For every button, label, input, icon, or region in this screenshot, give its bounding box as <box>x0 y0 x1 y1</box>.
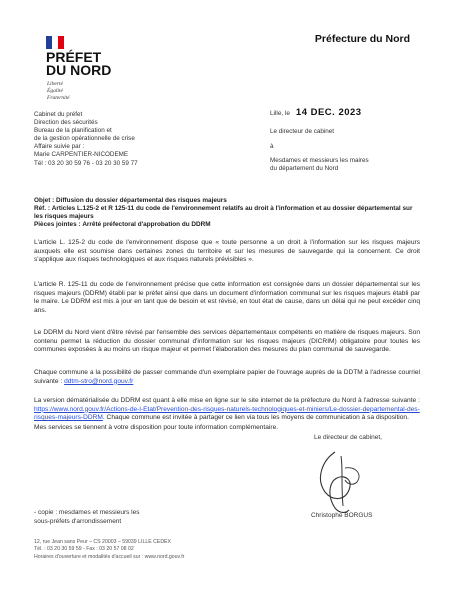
french-flag-icon <box>46 36 64 49</box>
pj-text: Arrêté préfectoral d'approbation du DDRM <box>82 221 211 228</box>
sender-block <box>34 111 138 168</box>
body-paragraph-5 <box>34 397 420 423</box>
p5-tail: . Chaque commune est invitée à partager ce lien via tous les moyens de communication à sa disposition. <box>102 414 409 422</box>
republic-motto <box>47 81 70 102</box>
copie-line: - copie : mesdames et messieurs les <box>34 509 140 516</box>
footer-line: Horaires d'ouverture et modalités d'accueil sur : www.nord.gouv.fr <box>34 553 185 560</box>
sender-line: de la gestion opérationnelle de crise <box>34 135 135 143</box>
sender-line: Bureau de la planification et <box>34 127 112 135</box>
logo-title-line-2: DU NORD <box>46 62 112 78</box>
dateline <box>270 107 362 118</box>
motto-fraternite: Fraternité <box>47 95 70 101</box>
recipient-line: Mesdames et messieurs les maires <box>270 157 369 164</box>
signatory-name: Christophe BORGUS <box>311 512 373 519</box>
signature-title: Le directeur de cabinet, <box>314 434 382 441</box>
sender-line: Cabinet du préfet <box>34 111 83 118</box>
object-block <box>34 197 420 229</box>
p5-text: La version dématérialisée du DDRM est quant à elle mise en ligne sur le site internet de la préfecture du Nord à l'adresse suivante : <box>34 397 420 404</box>
dateline-place: Lille, le <box>270 110 290 117</box>
footer-address <box>34 539 184 561</box>
objet-label: Objet : <box>34 197 55 204</box>
objet-line <box>34 197 420 205</box>
sender-line: Affaire suivie par : <box>34 143 85 151</box>
prefecture-title: Préfecture du Nord <box>314 33 410 45</box>
ref-line <box>34 205 420 221</box>
sender-line: Direction des sécurités <box>34 119 98 127</box>
copie-line: sous-préfets d'arrondissement <box>34 518 122 525</box>
body-paragraph-4 <box>34 369 420 386</box>
recipient-line: du département du Nord <box>270 165 339 172</box>
objet-text: Diffusion du dossier départemental des risques majeurs <box>56 197 227 204</box>
logo-title-line-1: PRÉFET <box>46 49 102 65</box>
ref-label: Réf. : <box>34 205 50 212</box>
body-paragraph-3: Le DDRM du Nord vient d'être révisé par l'ensemble des services départementaux compétents en matière de risques majeurs. Son contenu permet la réduction du dossier communal d'information sur les risques majeurs (DICRIM) obligatoire pour toutes les communes exposées à au moins un risque majeur et permet l'élaboration des mesures du plan communal de sauvegarde. <box>34 329 420 354</box>
date-stamp: 14 DEC. 2023 <box>295 107 362 118</box>
body-paragraph-2: L'article R. 125-11 du code de l'environnement précise que cette information est consignée dans un dossier départemental sur les risques majeurs (DDRM) établi par le préfet ainsi que dans un document d'information communal sur les risques majeurs établi par le maire. Le DDRM est mis à jour en tant que de besoin et est révisé, en tout état de cause, dans un délai qui ne peut excéder cinq ans. <box>34 281 420 314</box>
pj-line <box>34 221 420 229</box>
sender-line: Tél : 03 20 30 59 76 - 03 20 30 59 77 <box>34 159 138 167</box>
copy-recipients <box>34 508 139 526</box>
handwritten-signature <box>305 448 375 516</box>
p4-text: Chaque commune a la possibilité de passer commande d'un exemplaire papier de l'ouvrage auprès de la DDTM à l'adresse courriel suivante : <box>34 369 420 385</box>
body-paragraph-6: Mes services se tiennent à votre disposition pour toute information complémentaire. <box>34 424 279 431</box>
motto-egalite: Égalité <box>47 88 63 94</box>
pj-label: Pièces jointes : <box>34 221 81 228</box>
to-marker: à <box>270 143 274 150</box>
sender-line: Marie CARPENTIER-NICODEME <box>34 151 129 159</box>
recipient-block <box>270 157 420 173</box>
footer-line: 12, rue Jean sans Peur – CS 20003 – 59039 LILLE CEDEX <box>34 539 171 545</box>
prefet-logo <box>46 51 111 77</box>
motto-liberte: Liberté <box>47 81 63 87</box>
ddrm-url-link[interactable]: https://www.nord.gouv.fr/Actions-de-l-Etat/Prevention-des-risques-naturels-technologiques-et-miniers/Le-dossier-departemental-des-risques-majeurs-DDRM <box>34 405 420 422</box>
body-paragraph-1: L'article L. 125-2 du code de l'environnement dispose que « toute personne a un droit à l'information sur les risques majeurs auxquels elle est soumise dans certaines zones du territoire et sur les mesures de sauvegarde qui la concernent. Ce droit s'applique aux risques technologiques et aux risques naturels prévisibles ». <box>34 239 420 264</box>
footer-line: Tél. : 03 20 30 59 59 - Fax : 03 20 57 08 02 <box>34 546 134 553</box>
ref-text: Articles L.125-2 et R 125-11 du code de l'environnement relatifs au droit à l'information et au dossier départemental sur les risques majeurs <box>34 205 413 220</box>
from-line: Le directeur de cabinet <box>270 128 335 135</box>
email-link[interactable]: ddtm-stro@nord.gouv.fr <box>64 377 134 385</box>
